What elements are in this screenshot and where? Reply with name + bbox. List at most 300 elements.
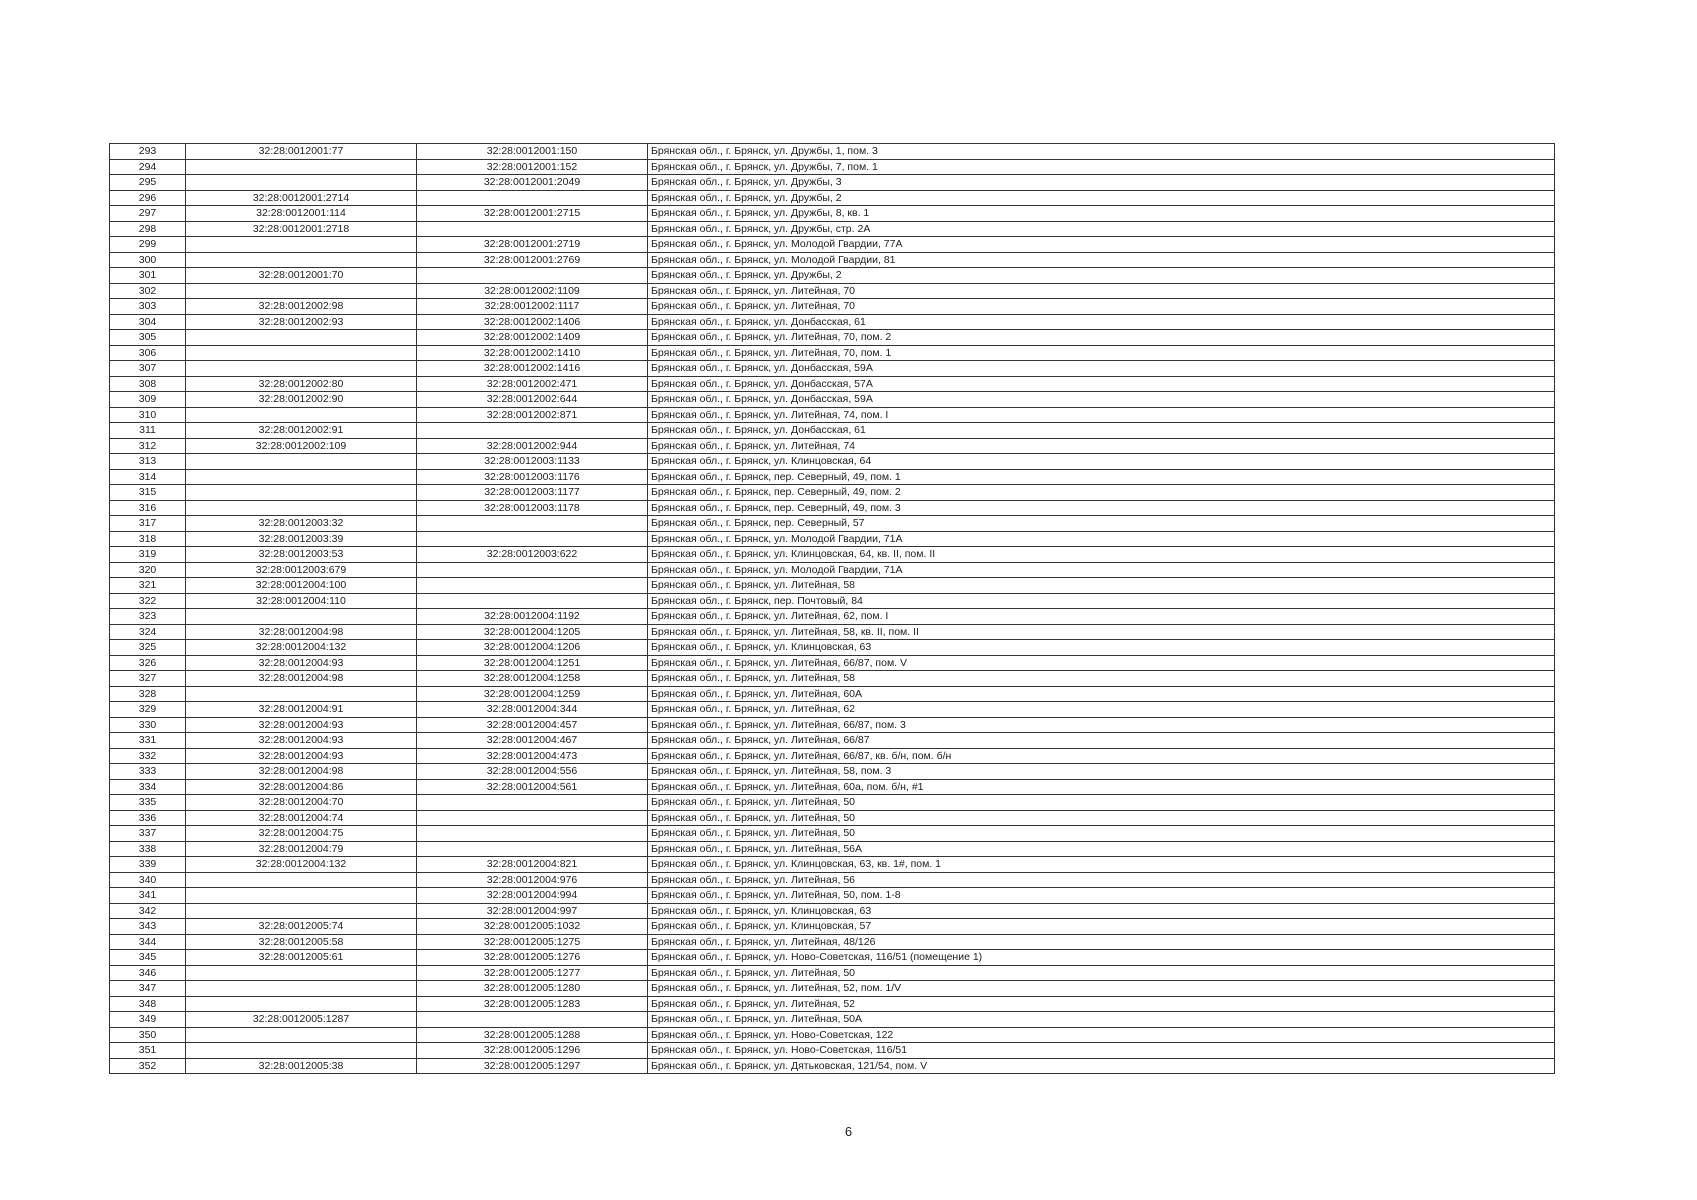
land-cadastral-number-cell: 32:28:0012004:86 xyxy=(186,779,417,795)
object-cadastral-number-cell: 32:28:0012002:1410 xyxy=(417,345,648,361)
object-cadastral-number-cell: 32:28:0012005:1280 xyxy=(417,981,648,997)
table-row xyxy=(110,562,1555,578)
table-row xyxy=(110,268,1555,284)
table-row xyxy=(110,175,1555,191)
object-cadastral-number-cell: 32:28:0012005:1032 xyxy=(417,919,648,935)
row-number-cell: 327 xyxy=(110,671,186,687)
land-cadastral-number-cell xyxy=(186,159,417,175)
object-cadastral-number-cell: 32:28:0012005:1277 xyxy=(417,965,648,981)
row-number-cell: 340 xyxy=(110,872,186,888)
land-cadastral-number-cell xyxy=(186,686,417,702)
address-cell: Брянская обл., г. Брянск, ул. Клинцовская, 64, кв. II, пом. II xyxy=(648,547,1555,563)
land-cadastral-number-cell xyxy=(186,485,417,501)
land-cadastral-number-cell xyxy=(186,965,417,981)
table-row xyxy=(110,717,1555,733)
address-cell: Брянская обл., г. Брянск, ул. Литейная, 60а, пом. б/н, #1 xyxy=(648,779,1555,795)
address-cell: Брянская обл., г. Брянск, ул. Донбасская, 61 xyxy=(648,314,1555,330)
address-cell: Брянская обл., г. Брянск, ул. Литейная, 50 xyxy=(648,826,1555,842)
table-row xyxy=(110,206,1555,222)
object-cadastral-number-cell: 32:28:0012004:1192 xyxy=(417,609,648,625)
row-number-cell: 313 xyxy=(110,454,186,470)
land-cadastral-number-cell: 32:28:0012004:91 xyxy=(186,702,417,718)
object-cadastral-number-cell xyxy=(417,531,648,547)
row-number-cell: 330 xyxy=(110,717,186,733)
land-cadastral-number-cell: 32:28:0012005:61 xyxy=(186,950,417,966)
address-cell: Брянская обл., г. Брянск, ул. Ново-Советская, 116/51 xyxy=(648,1043,1555,1059)
table-row xyxy=(110,826,1555,842)
land-cadastral-number-cell xyxy=(186,361,417,377)
object-cadastral-number-cell: 32:28:0012001:2719 xyxy=(417,237,648,253)
table-row xyxy=(110,686,1555,702)
table-row xyxy=(110,469,1555,485)
table-row xyxy=(110,547,1555,563)
address-cell: Брянская обл., г. Брянск, ул. Литейная, 58 xyxy=(648,578,1555,594)
object-cadastral-number-cell: 32:28:0012005:1276 xyxy=(417,950,648,966)
row-number-cell: 299 xyxy=(110,237,186,253)
address-cell: Брянская обл., г. Брянск, ул. Клинцовская, 64 xyxy=(648,454,1555,470)
row-number-cell: 295 xyxy=(110,175,186,191)
table-row xyxy=(110,888,1555,904)
object-cadastral-number-cell xyxy=(417,221,648,237)
land-cadastral-number-cell xyxy=(186,345,417,361)
row-number-cell: 321 xyxy=(110,578,186,594)
land-cadastral-number-cell: 32:28:0012003:53 xyxy=(186,547,417,563)
object-cadastral-number-cell: 32:28:0012005:1296 xyxy=(417,1043,648,1059)
land-cadastral-number-cell xyxy=(186,500,417,516)
address-cell: Брянская обл., г. Брянск, ул. Ново-Советская, 122 xyxy=(648,1027,1555,1043)
address-cell: Брянская обл., г. Брянск, ул. Литейная, 50 xyxy=(648,810,1555,826)
table-row xyxy=(110,299,1555,315)
address-cell: Брянская обл., г. Брянск, ул. Литейная, 70 xyxy=(648,299,1555,315)
row-number-cell: 328 xyxy=(110,686,186,702)
land-cadastral-number-cell: 32:28:0012002:98 xyxy=(186,299,417,315)
land-cadastral-number-cell: 32:28:0012004:110 xyxy=(186,593,417,609)
address-cell: Брянская обл., г. Брянск, ул. Молодой Гвардии, 81 xyxy=(648,252,1555,268)
address-cell: Брянская обл., г. Брянск, ул. Донбасская, 59А xyxy=(648,392,1555,408)
land-cadastral-number-cell: 32:28:0012002:80 xyxy=(186,376,417,392)
land-cadastral-number-cell: 32:28:0012001:77 xyxy=(186,144,417,160)
table-row xyxy=(110,578,1555,594)
table-row xyxy=(110,314,1555,330)
object-cadastral-number-cell: 32:28:0012003:1178 xyxy=(417,500,648,516)
land-cadastral-number-cell: 32:28:0012001:2718 xyxy=(186,221,417,237)
land-cadastral-number-cell: 32:28:0012004:132 xyxy=(186,640,417,656)
table-row xyxy=(110,438,1555,454)
address-cell: Брянская обл., г. Брянск, ул. Дружбы, 1, пом. 3 xyxy=(648,144,1555,160)
address-cell: Брянская обл., г. Брянск, ул. Литейная, 56 xyxy=(648,872,1555,888)
address-cell: Брянская обл., г. Брянск, пер. Северный, 57 xyxy=(648,516,1555,532)
object-cadastral-number-cell xyxy=(417,268,648,284)
land-cadastral-number-cell: 32:28:0012001:2714 xyxy=(186,190,417,206)
row-number-cell: 323 xyxy=(110,609,186,625)
table-row xyxy=(110,981,1555,997)
land-cadastral-number-cell xyxy=(186,872,417,888)
table-body xyxy=(110,144,1555,1074)
address-cell: Брянская обл., г. Брянск, ул. Ново-Советская, 116/51 (помещение 1) xyxy=(648,950,1555,966)
address-cell: Брянская обл., г. Брянск, пер. Северный, 49, пом. 3 xyxy=(648,500,1555,516)
row-number-cell: 350 xyxy=(110,1027,186,1043)
land-cadastral-number-cell xyxy=(186,903,417,919)
object-cadastral-number-cell: 32:28:0012004:457 xyxy=(417,717,648,733)
table-row xyxy=(110,655,1555,671)
address-cell: Брянская обл., г. Брянск, ул. Донбасская, 57А xyxy=(648,376,1555,392)
table-row xyxy=(110,996,1555,1012)
row-number-cell: 301 xyxy=(110,268,186,284)
row-number-cell: 329 xyxy=(110,702,186,718)
table-row xyxy=(110,407,1555,423)
object-cadastral-number-cell: 32:28:0012001:2715 xyxy=(417,206,648,222)
land-cadastral-number-cell: 32:28:0012005:38 xyxy=(186,1058,417,1074)
row-number-cell: 302 xyxy=(110,283,186,299)
object-cadastral-number-cell: 32:28:0012001:150 xyxy=(417,144,648,160)
land-cadastral-number-cell xyxy=(186,1027,417,1043)
object-cadastral-number-cell: 32:28:0012004:467 xyxy=(417,733,648,749)
table-row xyxy=(110,810,1555,826)
address-cell: Брянская обл., г. Брянск, ул. Литейная, 48/126 xyxy=(648,934,1555,950)
address-cell: Брянская обл., г. Брянск, ул. Литейная, 62 xyxy=(648,702,1555,718)
object-cadastral-number-cell xyxy=(417,190,648,206)
table-row xyxy=(110,950,1555,966)
object-cadastral-number-cell: 32:28:0012002:944 xyxy=(417,438,648,454)
object-cadastral-number-cell xyxy=(417,795,648,811)
object-cadastral-number-cell: 32:28:0012004:994 xyxy=(417,888,648,904)
object-cadastral-number-cell: 32:28:0012001:2769 xyxy=(417,252,648,268)
land-cadastral-number-cell: 32:28:0012004:93 xyxy=(186,733,417,749)
table-row xyxy=(110,159,1555,175)
land-cadastral-number-cell: 32:28:0012002:93 xyxy=(186,314,417,330)
address-cell: Брянская обл., г. Брянск, ул. Литейная, 70, пом. 2 xyxy=(648,330,1555,346)
address-cell: Брянская обл., г. Брянск, ул. Клинцовская, 63 xyxy=(648,903,1555,919)
row-number-cell: 343 xyxy=(110,919,186,935)
object-cadastral-number-cell: 32:28:0012004:473 xyxy=(417,748,648,764)
object-cadastral-number-cell: 32:28:0012004:344 xyxy=(417,702,648,718)
land-cadastral-number-cell: 32:28:0012001:70 xyxy=(186,268,417,284)
land-cadastral-number-cell: 32:28:0012004:132 xyxy=(186,857,417,873)
land-cadastral-number-cell: 32:28:0012003:32 xyxy=(186,516,417,532)
address-cell: Брянская обл., г. Брянск, ул. Дружбы, 3 xyxy=(648,175,1555,191)
row-number-cell: 347 xyxy=(110,981,186,997)
address-cell: Брянская обл., г. Брянск, ул. Клинцовская, 63 xyxy=(648,640,1555,656)
row-number-cell: 333 xyxy=(110,764,186,780)
row-number-cell: 324 xyxy=(110,624,186,640)
row-number-cell: 310 xyxy=(110,407,186,423)
address-cell: Брянская обл., г. Брянск, пер. Северный, 49, пом. 2 xyxy=(648,485,1555,501)
cadastral-registry-table xyxy=(109,143,1555,1074)
land-cadastral-number-cell xyxy=(186,469,417,485)
object-cadastral-number-cell: 32:28:0012004:556 xyxy=(417,764,648,780)
row-number-cell: 344 xyxy=(110,934,186,950)
object-cadastral-number-cell: 32:28:0012002:1406 xyxy=(417,314,648,330)
table-row xyxy=(110,702,1555,718)
address-cell: Брянская обл., г. Брянск, ул. Литейная, 58, кв. II, пом. II xyxy=(648,624,1555,640)
land-cadastral-number-cell: 32:28:0012002:90 xyxy=(186,392,417,408)
table-row xyxy=(110,640,1555,656)
object-cadastral-number-cell xyxy=(417,562,648,578)
table-row xyxy=(110,934,1555,950)
row-number-cell: 334 xyxy=(110,779,186,795)
table-row xyxy=(110,764,1555,780)
table-row xyxy=(110,516,1555,532)
row-number-cell: 336 xyxy=(110,810,186,826)
object-cadastral-number-cell: 32:28:0012004:821 xyxy=(417,857,648,873)
land-cadastral-number-cell: 32:28:0012004:79 xyxy=(186,841,417,857)
address-cell: Брянская обл., г. Брянск, ул. Молодой Гвардии, 71А xyxy=(648,531,1555,547)
row-number-cell: 335 xyxy=(110,795,186,811)
object-cadastral-number-cell: 32:28:0012004:976 xyxy=(417,872,648,888)
row-number-cell: 308 xyxy=(110,376,186,392)
object-cadastral-number-cell xyxy=(417,841,648,857)
table-row xyxy=(110,1012,1555,1028)
row-number-cell: 345 xyxy=(110,950,186,966)
land-cadastral-number-cell: 32:28:0012005:58 xyxy=(186,934,417,950)
table-row xyxy=(110,857,1555,873)
address-cell: Брянская обл., г. Брянск, пер. Северный, 49, пом. 1 xyxy=(648,469,1555,485)
table-row xyxy=(110,903,1555,919)
address-cell: Брянская обл., г. Брянск, ул. Литейная, 62, пом. I xyxy=(648,609,1555,625)
table-row xyxy=(110,1043,1555,1059)
address-cell: Брянская обл., г. Брянск, ул. Литейная, 50А xyxy=(648,1012,1555,1028)
object-cadastral-number-cell: 32:28:0012001:2049 xyxy=(417,175,648,191)
row-number-cell: 303 xyxy=(110,299,186,315)
table-row xyxy=(110,872,1555,888)
address-cell: Брянская обл., г. Брянск, ул. Литейная, 50 xyxy=(648,965,1555,981)
address-cell: Брянская обл., г. Брянск, ул. Литейная, 74 xyxy=(648,438,1555,454)
object-cadastral-number-cell: 32:28:0012002:471 xyxy=(417,376,648,392)
table-row xyxy=(110,485,1555,501)
table-row xyxy=(110,624,1555,640)
address-cell: Брянская обл., г. Брянск, ул. Литейная, 70 xyxy=(648,283,1555,299)
table-row xyxy=(110,919,1555,935)
table-row xyxy=(110,609,1555,625)
object-cadastral-number-cell: 32:28:0012003:1177 xyxy=(417,485,648,501)
table-row xyxy=(110,283,1555,299)
row-number-cell: 322 xyxy=(110,593,186,609)
land-cadastral-number-cell xyxy=(186,252,417,268)
row-number-cell: 311 xyxy=(110,423,186,439)
table-row xyxy=(110,237,1555,253)
row-number-cell: 293 xyxy=(110,144,186,160)
address-cell: Брянская обл., г. Брянск, ул. Дружбы, 2 xyxy=(648,268,1555,284)
row-number-cell: 315 xyxy=(110,485,186,501)
land-cadastral-number-cell xyxy=(186,330,417,346)
address-cell: Брянская обл., г. Брянск, ул. Литейная, 66/87, пом. 3 xyxy=(648,717,1555,733)
object-cadastral-number-cell xyxy=(417,1012,648,1028)
row-number-cell: 339 xyxy=(110,857,186,873)
object-cadastral-number-cell: 32:28:0012004:1259 xyxy=(417,686,648,702)
object-cadastral-number-cell: 32:28:0012003:1176 xyxy=(417,469,648,485)
row-number-cell: 351 xyxy=(110,1043,186,1059)
table-row xyxy=(110,392,1555,408)
row-number-cell: 300 xyxy=(110,252,186,268)
row-number-cell: 352 xyxy=(110,1058,186,1074)
object-cadastral-number-cell: 32:28:0012005:1297 xyxy=(417,1058,648,1074)
address-cell: Брянская обл., г. Брянск, ул. Литейная, 66/87, кв. б/н, пом. б/н xyxy=(648,748,1555,764)
table-row xyxy=(110,593,1555,609)
object-cadastral-number-cell: 32:28:0012005:1288 xyxy=(417,1027,648,1043)
row-number-cell: 318 xyxy=(110,531,186,547)
table-row xyxy=(110,330,1555,346)
table-row xyxy=(110,531,1555,547)
address-cell: Брянская обл., г. Брянск, ул. Клинцовская, 63, кв. 1#, пом. 1 xyxy=(648,857,1555,873)
row-number-cell: 342 xyxy=(110,903,186,919)
address-cell: Брянская обл., г. Брянск, пер. Почтовый, 84 xyxy=(648,593,1555,609)
object-cadastral-number-cell: 32:28:0012004:1205 xyxy=(417,624,648,640)
table-row xyxy=(110,671,1555,687)
address-cell: Брянская обл., г. Брянск, ул. Дружбы, 7, пом. 1 xyxy=(648,159,1555,175)
address-cell: Брянская обл., г. Брянск, ул. Литейная, 50 xyxy=(648,795,1555,811)
land-cadastral-number-cell: 32:28:0012004:70 xyxy=(186,795,417,811)
object-cadastral-number-cell: 32:28:0012001:152 xyxy=(417,159,648,175)
object-cadastral-number-cell: 32:28:0012002:644 xyxy=(417,392,648,408)
land-cadastral-number-cell: 32:28:0012004:74 xyxy=(186,810,417,826)
row-number-cell: 305 xyxy=(110,330,186,346)
row-number-cell: 331 xyxy=(110,733,186,749)
object-cadastral-number-cell: 32:28:0012002:1117 xyxy=(417,299,648,315)
land-cadastral-number-cell xyxy=(186,407,417,423)
table-row xyxy=(110,779,1555,795)
land-cadastral-number-cell: 32:28:0012001:114 xyxy=(186,206,417,222)
address-cell: Брянская обл., г. Брянск, ул. Молодой Гвардии, 71А xyxy=(648,562,1555,578)
address-cell: Брянская обл., г. Брянск, ул. Литейная, 66/87, пом. V xyxy=(648,655,1555,671)
object-cadastral-number-cell: 32:28:0012002:1109 xyxy=(417,283,648,299)
land-cadastral-number-cell: 32:28:0012005:74 xyxy=(186,919,417,935)
land-cadastral-number-cell: 32:28:0012004:98 xyxy=(186,764,417,780)
table-row xyxy=(110,252,1555,268)
row-number-cell: 349 xyxy=(110,1012,186,1028)
object-cadastral-number-cell xyxy=(417,810,648,826)
page-number: 6 xyxy=(844,1124,853,1139)
land-cadastral-number-cell: 32:28:0012004:75 xyxy=(186,826,417,842)
table-row xyxy=(110,500,1555,516)
land-cadastral-number-cell xyxy=(186,1043,417,1059)
land-cadastral-number-cell: 32:28:0012004:93 xyxy=(186,655,417,671)
address-cell: Брянская обл., г. Брянск, ул. Донбасская, 59А xyxy=(648,361,1555,377)
address-cell: Брянская обл., г. Брянск, ул. Литейная, 56А xyxy=(648,841,1555,857)
object-cadastral-number-cell: 32:28:0012003:622 xyxy=(417,547,648,563)
address-cell: Брянская обл., г. Брянск, ул. Дятьковская, 121/54, пом. V xyxy=(648,1058,1555,1074)
address-cell: Брянская обл., г. Брянск, ул. Дружбы, 8, кв. 1 xyxy=(648,206,1555,222)
address-cell: Брянская обл., г. Брянск, ул. Клинцовская, 57 xyxy=(648,919,1555,935)
table-row xyxy=(110,454,1555,470)
row-number-cell: 332 xyxy=(110,748,186,764)
row-number-cell: 338 xyxy=(110,841,186,857)
table-row xyxy=(110,1058,1555,1074)
object-cadastral-number-cell xyxy=(417,578,648,594)
land-cadastral-number-cell xyxy=(186,237,417,253)
land-cadastral-number-cell: 32:28:0012002:109 xyxy=(186,438,417,454)
land-cadastral-number-cell xyxy=(186,888,417,904)
table-row xyxy=(110,221,1555,237)
land-cadastral-number-cell: 32:28:0012003:679 xyxy=(186,562,417,578)
row-number-cell: 326 xyxy=(110,655,186,671)
table-row xyxy=(110,423,1555,439)
row-number-cell: 306 xyxy=(110,345,186,361)
row-number-cell: 307 xyxy=(110,361,186,377)
address-cell: Брянская обл., г. Брянск, ул. Литейная, 52 xyxy=(648,996,1555,1012)
land-cadastral-number-cell: 32:28:0012002:91 xyxy=(186,423,417,439)
address-cell: Брянская обл., г. Брянск, ул. Донбасская, 61 xyxy=(648,423,1555,439)
object-cadastral-number-cell: 32:28:0012004:561 xyxy=(417,779,648,795)
row-number-cell: 320 xyxy=(110,562,186,578)
land-cadastral-number-cell xyxy=(186,609,417,625)
row-number-cell: 297 xyxy=(110,206,186,222)
address-cell: Брянская обл., г. Брянск, ул. Литейная, 52, пом. 1/V xyxy=(648,981,1555,997)
table-row xyxy=(110,190,1555,206)
table-row xyxy=(110,361,1555,377)
land-cadastral-number-cell: 32:28:0012004:98 xyxy=(186,624,417,640)
table-row xyxy=(110,1027,1555,1043)
table-row xyxy=(110,748,1555,764)
land-cadastral-number-cell: 32:28:0012004:98 xyxy=(186,671,417,687)
table-row xyxy=(110,345,1555,361)
address-cell: Брянская обл., г. Брянск, ул. Литейная, 70, пом. 1 xyxy=(648,345,1555,361)
table-row xyxy=(110,965,1555,981)
object-cadastral-number-cell xyxy=(417,593,648,609)
land-cadastral-number-cell: 32:28:0012005:1287 xyxy=(186,1012,417,1028)
land-cadastral-number-cell xyxy=(186,996,417,1012)
address-cell: Брянская обл., г. Брянск, ул. Литейная, 50, пом. 1-8 xyxy=(648,888,1555,904)
row-number-cell: 304 xyxy=(110,314,186,330)
table-row xyxy=(110,144,1555,160)
row-number-cell: 319 xyxy=(110,547,186,563)
row-number-cell: 298 xyxy=(110,221,186,237)
row-number-cell: 348 xyxy=(110,996,186,1012)
object-cadastral-number-cell: 32:28:0012002:871 xyxy=(417,407,648,423)
object-cadastral-number-cell: 32:28:0012005:1275 xyxy=(417,934,648,950)
row-number-cell: 309 xyxy=(110,392,186,408)
row-number-cell: 294 xyxy=(110,159,186,175)
address-cell: Брянская обл., г. Брянск, ул. Молодой Гвардии, 77А xyxy=(648,237,1555,253)
table-row xyxy=(110,733,1555,749)
object-cadastral-number-cell xyxy=(417,423,648,439)
address-cell: Брянская обл., г. Брянск, ул. Дружбы, 2 xyxy=(648,190,1555,206)
object-cadastral-number-cell: 32:28:0012004:1258 xyxy=(417,671,648,687)
row-number-cell: 316 xyxy=(110,500,186,516)
object-cadastral-number-cell: 32:28:0012002:1416 xyxy=(417,361,648,377)
land-cadastral-number-cell xyxy=(186,981,417,997)
row-number-cell: 325 xyxy=(110,640,186,656)
land-cadastral-number-cell: 32:28:0012004:93 xyxy=(186,748,417,764)
object-cadastral-number-cell: 32:28:0012004:997 xyxy=(417,903,648,919)
row-number-cell: 337 xyxy=(110,826,186,842)
land-cadastral-number-cell: 32:28:0012004:100 xyxy=(186,578,417,594)
row-number-cell: 296 xyxy=(110,190,186,206)
address-cell: Брянская обл., г. Брянск, ул. Дружбы, стр. 2А xyxy=(648,221,1555,237)
land-cadastral-number-cell: 32:28:0012004:93 xyxy=(186,717,417,733)
address-cell: Брянская обл., г. Брянск, ул. Литейная, 74, пом. I xyxy=(648,407,1555,423)
row-number-cell: 341 xyxy=(110,888,186,904)
address-cell: Брянская обл., г. Брянск, ул. Литейная, 66/87 xyxy=(648,733,1555,749)
land-cadastral-number-cell: 32:28:0012003:39 xyxy=(186,531,417,547)
row-number-cell: 314 xyxy=(110,469,186,485)
land-cadastral-number-cell xyxy=(186,175,417,191)
row-number-cell: 317 xyxy=(110,516,186,532)
row-number-cell: 346 xyxy=(110,965,186,981)
object-cadastral-number-cell: 32:28:0012004:1206 xyxy=(417,640,648,656)
land-cadastral-number-cell xyxy=(186,454,417,470)
row-number-cell: 312 xyxy=(110,438,186,454)
land-cadastral-number-cell xyxy=(186,283,417,299)
object-cadastral-number-cell: 32:28:0012002:1409 xyxy=(417,330,648,346)
object-cadastral-number-cell: 32:28:0012003:1133 xyxy=(417,454,648,470)
object-cadastral-number-cell: 32:28:0012005:1283 xyxy=(417,996,648,1012)
table-row xyxy=(110,376,1555,392)
table-row xyxy=(110,795,1555,811)
object-cadastral-number-cell xyxy=(417,516,648,532)
object-cadastral-number-cell xyxy=(417,826,648,842)
address-cell: Брянская обл., г. Брянск, ул. Литейная, 58 xyxy=(648,671,1555,687)
object-cadastral-number-cell: 32:28:0012004:1251 xyxy=(417,655,648,671)
